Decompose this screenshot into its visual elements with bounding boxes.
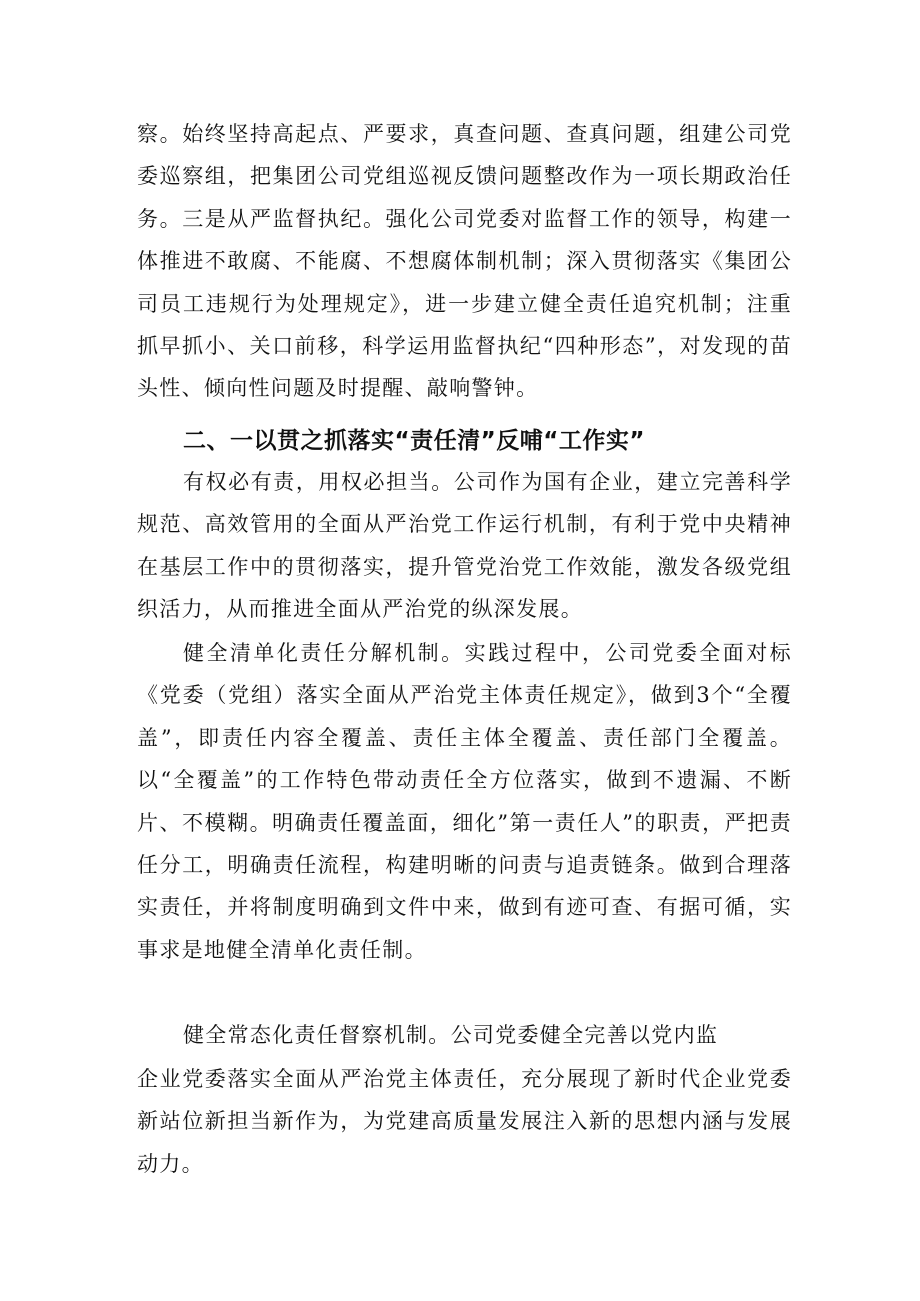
paragraph-inspection-mechanism: 健全常态化责任督察机制。公司党委健全完善以党内监 [183, 1023, 719, 1047]
paragraph-supervision: 察。始终坚持高起点、严要求，真查问题、查真问题，组建公司党委巡察组，把集团公司党组巡视反馈问题整改作为一项长期政治任务。三是从严监督执纪。强化公司党委对监督工作的领导，构建一体推进不敢腐、不能腐、不想腐体制机制；深入贯彻落实《集团公司员工违规行为处理规定》，进一步建立健全责任追究机制；注重抓早抓小、关口前移，科学运用监督执纪“四种形态”，对发现的苗头性、倾向性问题及时提醒、敲响警钟。 [137, 122, 792, 401]
paragraph-conclusion: 企业党委落实全面从严治党主体责任，充分展现了新时代企业党委新站位新担当新作为，为党建高质量发展注入新的思想内涵与发展动力。 [137, 1067, 792, 1176]
section-heading: 二、一以贯之抓落实“责任清”反哺“工作实” [183, 428, 645, 454]
paragraph-responsibility-intro: 有权必有责，用权必担当。公司作为国有企业，建立完善科学规范、高效管用的全面从严治党工作运行机制，有利于党中央精神在基层工作中的贯彻落实，提升管党治党工作效能，激发各级党组织活力，从而推进全面从严治党的纵深发展。 [137, 470, 792, 622]
paragraph-checklist-mechanism: 健全清单化责任分解机制。实践过程中，公司党委全面对标《党委（党组）落实全面从严治党主体责任规定》，做到3个“全覆盖”，即责任内容全覆盖、责任主体全覆盖、责任部门全覆盖。以“全覆盖”的工作特色带动责任全方位落实，做到不遗漏、不断片、不模糊。明确责任覆盖面，细化”第一责任人”的职责，严把责任分工，明确责任流程，构建明晰的问责与追责链条。做到合理落实责任，并将制度明确到文件中来，做到有迹可查、有据可循，实事求是地健全清单化责任制。 [137, 641, 792, 962]
